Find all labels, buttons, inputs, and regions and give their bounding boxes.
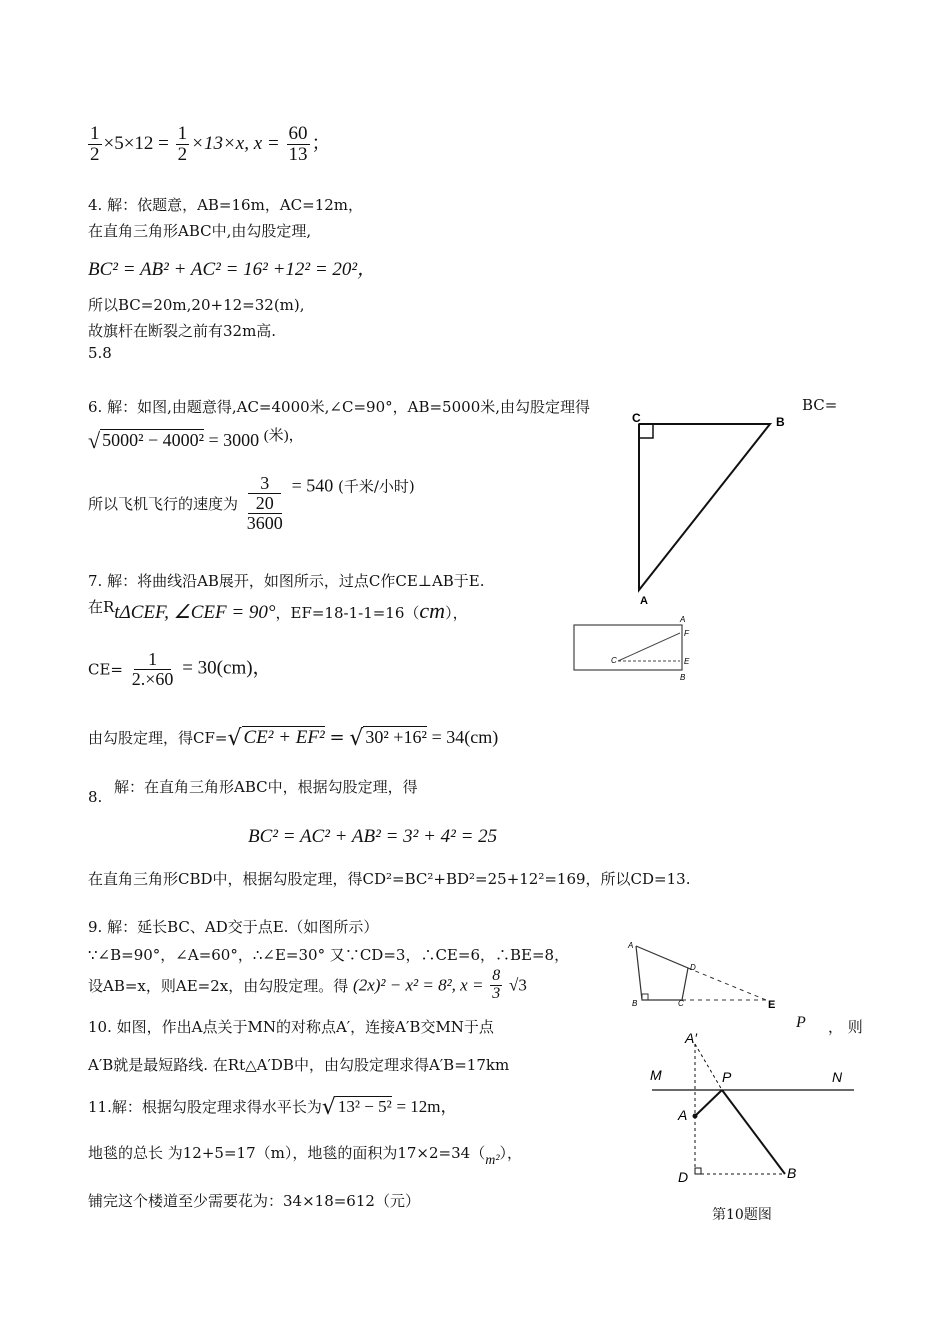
eq-part: ×13×x, x = (191, 132, 280, 154)
label-d: D (690, 963, 696, 972)
p9-line3 (88, 968, 527, 1003)
p7-ef: ，EF=18-1-1=16（ (275, 604, 420, 622)
eq-part: ×5×12 = (103, 132, 169, 154)
label-b: B (632, 999, 638, 1008)
p6-unit: (米)， (263, 428, 304, 444)
frac-num: 1 (177, 123, 188, 144)
p10-line1: 10. 如图，作出A点关于MN的对称点A′，连接A′B交MN于点 (88, 1018, 494, 1036)
p11-line1: 11.解：根据勾股定理求得水平长为√ 13² − 5² = 12m， (88, 1095, 458, 1120)
label-a: A (628, 941, 634, 950)
p4-line5: 故旗杆在断裂之前有32m高. (88, 322, 277, 340)
frac-num: 60 (288, 123, 308, 144)
p7-close: ）， (445, 604, 468, 622)
p7-eq: = (329, 727, 345, 748)
p7-ce-label: CE= (88, 660, 123, 679)
label-f: F (684, 629, 689, 638)
label-e: E (684, 657, 690, 666)
label-b: B (787, 1165, 797, 1181)
p10-point-p: P (796, 1014, 806, 1031)
figure-unfolded-rect (568, 612, 708, 684)
label-a: A (680, 615, 686, 624)
p6-den2: 3600 (246, 512, 283, 533)
frac-den: 2 (90, 143, 100, 165)
p6-speed-line (88, 474, 415, 533)
p7-cm: cm (419, 598, 446, 623)
label-m: M (650, 1067, 662, 1083)
p8-number: 8. (88, 788, 103, 806)
p6-radicand: 5000² − 4000² (102, 430, 205, 450)
p7-cf-label: 由勾股定理，得CF= (88, 729, 228, 747)
p7-cf-line: 由勾股定理，得CF=√ CE² + EF² = √ 30² +16² = 34(cm) (88, 726, 499, 751)
p11-text: 11.解：根据勾股定理求得水平长为 (88, 1098, 322, 1116)
label-d: D (678, 1169, 689, 1185)
p9-num: 8 (492, 967, 501, 984)
p5-answer: 5.8 (88, 344, 112, 362)
label-b: B (776, 415, 785, 429)
p11-result: = 12m， (396, 1097, 458, 1116)
p11-close: ）， (499, 1144, 523, 1162)
p6-result: = 3000 (208, 430, 260, 450)
p10-then: ， 则 (828, 1018, 863, 1036)
p7-cf-radicand2: 30² +16² (365, 727, 427, 747)
p7-line2 (88, 596, 468, 624)
p11-line3: 铺完这个楼道至少需要花为：34×18=612（元） (88, 1192, 420, 1210)
label-a-prime: A′ (685, 1030, 697, 1046)
p4-line1: 4. 解：依题意，AB=16m，AC=12m， (88, 196, 364, 214)
figure-caption: 第10题图 (712, 1207, 772, 1223)
p7-angle: tΔCEF, ∠CEF = 90° (114, 602, 276, 623)
label-n: N (832, 1069, 843, 1085)
p11-line2 (88, 1142, 522, 1169)
p9-root: √3 (509, 975, 527, 995)
p6-sqrt-line: √ 5000² − 4000² = 3000 $^{(米),}$ (88, 428, 304, 453)
p11-text2: 地毯的总长 为12+5=17（m），地毯的面积为17×2=34（ (88, 1144, 486, 1162)
p6-bc: BC= (802, 396, 838, 414)
p6-den1: 20 (248, 494, 282, 514)
p10-line2: A′B就是最短路线. 在Rt△A′DB中，由勾股定理求得A′B=17km (88, 1056, 510, 1074)
eq-end: ； (311, 132, 331, 154)
p9-line1: 9. 解：延长BC、AD交于点E.（如图所示） (88, 918, 379, 936)
p6-num: 3 (248, 474, 281, 494)
label-p: P (722, 1069, 732, 1085)
p8-line1: 解：在直角三角形ABC中，根据勾股定理，得 (114, 778, 418, 796)
p9-line2: ∵∠B=90°，∠A=60°，∴∠E=30° 又∵CD=3，∴CE=6，∴BE=8， (88, 946, 570, 964)
label-a: A (678, 1107, 688, 1123)
p8-line3: 在直角三角形CBD中，根据勾股定理，得CD²=BC²+BD²=25+12²=169，所以CD=13. (88, 870, 691, 888)
label-b: B (680, 673, 686, 682)
p7-ce-value: = 30(cm)， (182, 657, 272, 679)
p11-radicand: 13² − 5² (337, 1097, 392, 1116)
p11-unit: m² (485, 1153, 500, 1168)
p7-den: 2.×60 (131, 668, 174, 689)
label-a: A (640, 595, 648, 607)
p6-speed-unit: (千米/小时) (338, 477, 415, 496)
label-c: C (632, 411, 641, 425)
label-c: C (611, 656, 617, 665)
frac-den: 2 (177, 143, 188, 165)
label-e: E (768, 999, 776, 1011)
frac-den: 13 (288, 143, 308, 165)
frac-num: 1 (90, 123, 100, 144)
p9-den: 3 (492, 984, 501, 1002)
eq-area (86, 124, 331, 165)
p4-line4: 所以BC=20m,20+12=32(m), (88, 296, 305, 314)
p6-line1: 6. 解：如图,由题意得,AC=4000米,∠C=90°，AB=5000米,由勾股定理得 (88, 398, 591, 416)
p7-ce-line (88, 650, 272, 689)
p7-cf-value: = 34(cm) (431, 727, 499, 747)
p8-equation: BC² = AC² + AB² = 3² + 4² = 25 (248, 826, 498, 847)
p7-cf-radicand: CE² + EF² (243, 727, 325, 748)
figure-quadrilateral (624, 934, 794, 1016)
p9-text: 设AB=x，则AE=2x，由勾股定理。得 (88, 976, 349, 995)
p4-equation: BC² = AB² + AC² = 16² +12² = 20²， (88, 259, 377, 280)
p6-speed: = 540 (291, 475, 334, 496)
p4-line2: 在直角三角形ABC中,由勾股定理, (88, 222, 312, 240)
figure-triangle-abc (620, 408, 800, 608)
p7-r: 在R (88, 598, 115, 616)
p7-line1: 7. 解：将曲线沿AB展开，如图所示，过点C作CE⊥AB于E. (88, 572, 485, 590)
p9-eq: (2x)² − x² = 8², x = (353, 975, 484, 995)
label-c: C (678, 999, 684, 1008)
figure-shortest-path (640, 1024, 870, 1228)
p7-num: 1 (134, 650, 171, 670)
p6-speed-label: 所以飞机飞行的速度为 (88, 494, 239, 513)
